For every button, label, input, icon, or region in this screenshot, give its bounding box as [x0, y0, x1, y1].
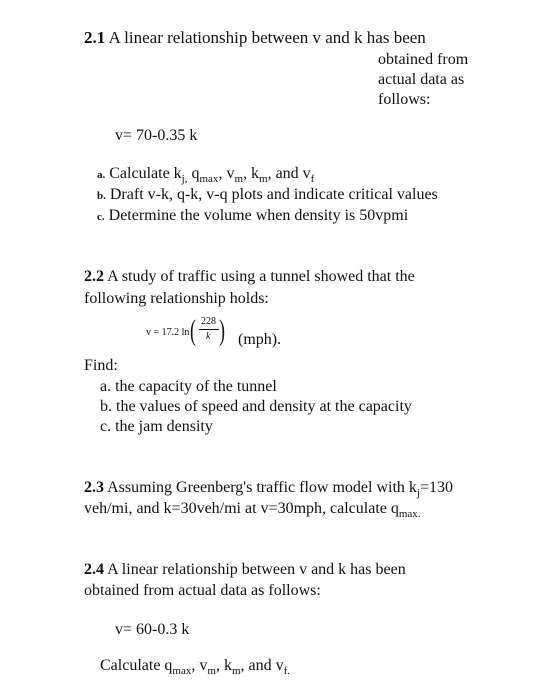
formula-numerator: 228	[201, 316, 216, 327]
left-paren: (	[190, 314, 196, 347]
subscript: max	[199, 173, 219, 185]
subscript: m	[231, 665, 241, 677]
fraction-bar	[199, 329, 219, 330]
subscript: j	[416, 487, 420, 499]
subscript: m	[207, 665, 216, 677]
find-item-b: b. the values of speed and density at the capacity	[100, 398, 412, 415]
formula-unit: (mph).	[238, 331, 282, 348]
item-text: , v	[218, 165, 235, 182]
punctuation: .	[287, 665, 291, 677]
subscript: f	[310, 173, 315, 185]
subscript: j,	[181, 173, 188, 185]
problem-2-4-calc	[100, 656, 290, 677]
subscript: max	[398, 508, 418, 520]
item-b-2-1	[97, 185, 438, 206]
formula-lhs: v = 17.2 ln	[146, 327, 190, 338]
find-item-c: c. the jam density	[100, 418, 213, 435]
problem-number: 2.3	[84, 479, 104, 496]
subscript: m	[259, 173, 268, 185]
item-text: Calculate k	[109, 165, 182, 182]
problem-text: A linear relationship between v and k has been	[107, 561, 406, 578]
item-text: , k	[243, 165, 259, 182]
problem-text: Calculate q	[100, 657, 173, 674]
problem-number: 2.2	[84, 268, 104, 285]
item-c-2-1	[97, 206, 408, 227]
problem-2-4-lead	[84, 560, 406, 580]
punctuation: .	[417, 508, 421, 520]
problem-number: 2.4	[84, 561, 104, 578]
problem-text: A linear relationship between v and k has been	[108, 28, 426, 47]
formula-2-2	[146, 316, 236, 350]
problem-2-1-cont3: follows:	[378, 91, 431, 108]
find-label: Find:	[84, 357, 118, 374]
item-text: Determine the volume when density is 50vpmi	[108, 207, 409, 224]
problem-2-1-lead	[84, 28, 426, 48]
problem-2-4-lead2: obtained from actual data as follows:	[84, 582, 321, 599]
problem-2-1-cont1: obtained from	[378, 51, 469, 68]
item-marker: b.	[97, 190, 106, 202]
right-paren: )	[219, 314, 225, 347]
problem-text: =130	[419, 479, 454, 496]
item-a-2-1	[97, 164, 314, 185]
problem-2-2-lead2: following relationship holds:	[84, 290, 269, 307]
problem-2-2-lead	[84, 267, 415, 287]
item-marker: a.	[97, 169, 106, 181]
problem-text: A study of traffic using a tunnel showed that the	[107, 268, 415, 285]
problem-2-3-line1	[84, 478, 453, 499]
problem-number: 2.1	[84, 28, 106, 47]
subscript: max	[172, 665, 192, 677]
problem-2-3-line2	[84, 499, 421, 520]
problem-text: , k	[215, 657, 232, 674]
subscript: f	[283, 665, 288, 677]
equation-2-1: v= 70-0.35 k	[115, 127, 198, 144]
problem-text: , v	[191, 657, 208, 674]
problem-2-1-cont2: actual data as	[378, 71, 465, 88]
problem-text: veh/mi, and k=30veh/mi at v=30mph, calculate q	[84, 500, 399, 517]
item-text: , and v	[267, 165, 311, 182]
problem-text: , and v	[240, 657, 284, 674]
find-item-a: a. the capacity of the tunnel	[100, 378, 277, 395]
item-text: q	[187, 165, 200, 182]
formula-denominator: k	[206, 331, 211, 342]
item-marker: c.	[97, 211, 105, 223]
subscript: m	[234, 173, 243, 185]
item-text: Draft v-k, q-k, v-q plots and indicate critical values	[109, 186, 438, 203]
problem-text: Assuming Greenberg's traffic flow model with k	[107, 479, 417, 496]
equation-2-4: v= 60-0.3 k	[115, 621, 190, 638]
